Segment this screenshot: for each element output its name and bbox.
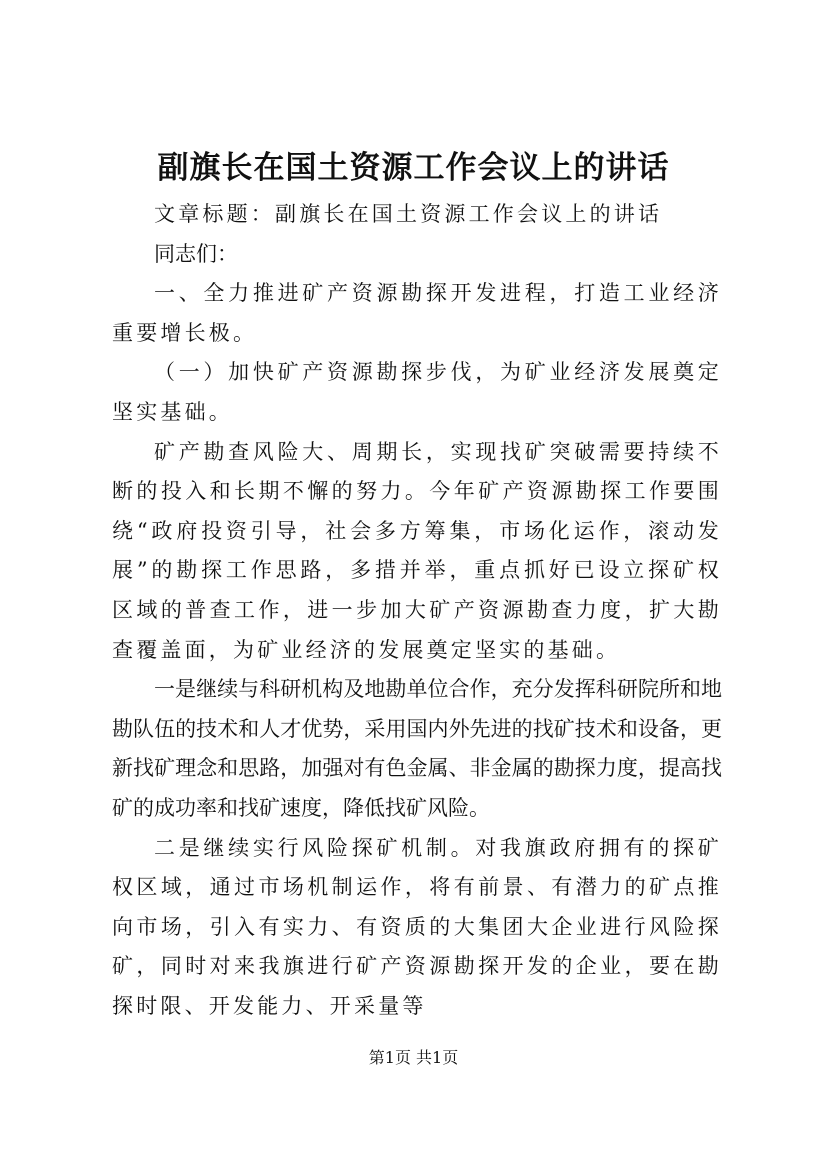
body-paragraph: 一是继续与科研机构及地勘单位合作，充分发挥科研院所和地勘队伍的技术和人才优势，采用国内外先进的找矿技术和设备，更新找矿理念和思路，加强对有色金属、非金属的勘探力度，提高找矿的成功率和找矿速度，降低找矿风险。 — [112, 677, 722, 820]
body-paragraph: 二是继续实行风险探矿机制。对我旗政府拥有的探矿权区域，通过市场机制运作，将有前景、有潜力的矿点推向市场，引入有实力、有资质的大集团大企业进行风险探矿，同时对来我旗进行矿产资源勘探开发的企业，要在勘探时限、开发能力、开采量等 — [112, 835, 722, 1018]
page-number-footer: 第1页 共1页 — [368, 1048, 459, 1067]
section-heading-1: 一、全力推进矿产资源勘探开发进程，打造工业经济重要增长极。 — [112, 281, 722, 345]
salutation: 同志们： — [154, 241, 238, 266]
subsection-heading-1: （一）加快矿产资源勘探步伐，为矿业经济发展奠定坚实基础。 — [112, 360, 722, 424]
document-title: 副旗长在国土资源工作会议上的讲话 — [157, 150, 670, 186]
body-paragraph: 矿产勘查风险大、周期长，实现找矿突破需要持续不断的投入和长期不懈的努力。今年矿产资源勘探工作要围绕“政府投资引导，社会多方筹集，市场化运作，滚动发展”的勘探工作思路，多措并举，重点抓好已设立探矿权区域的普查工作，进一步加大矿产资源勘查力度，扩大勘查覆盖面，为矿业经济的发展奠定坚实的基础。 — [112, 439, 722, 662]
article-title-line: 文章标题：副旗长在国土资源工作会议上的讲话 — [154, 202, 663, 226]
document-body — [112, 195, 722, 1026]
